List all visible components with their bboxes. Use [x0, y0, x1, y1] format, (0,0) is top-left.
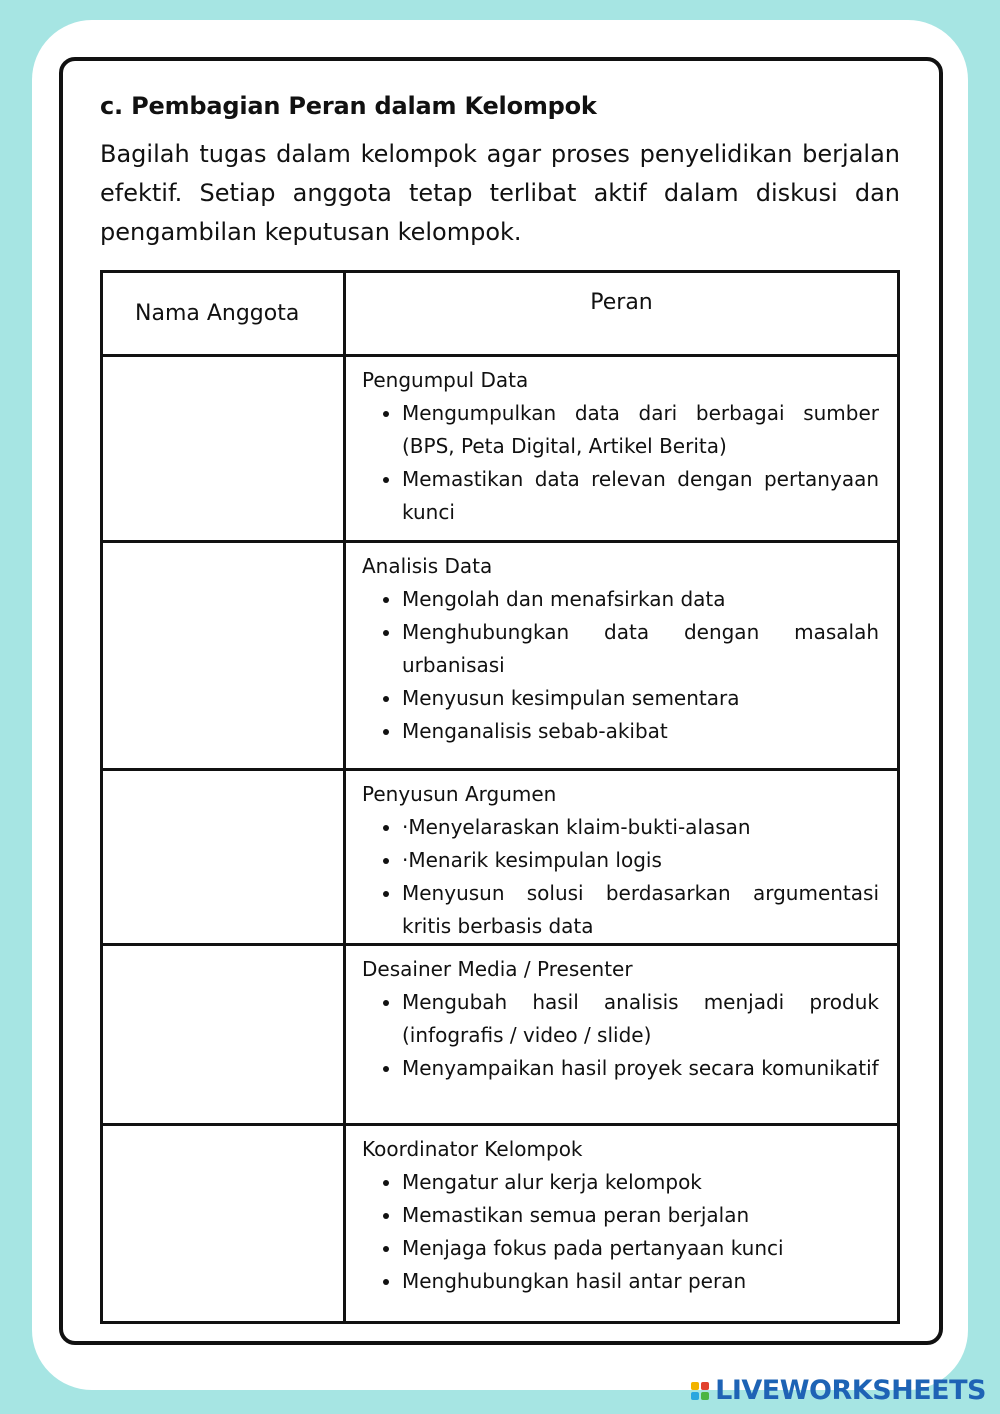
header-member-name: Nama Anggota [102, 272, 345, 356]
duty-item: • Memastikan data relevan dengan pertanyaan kunci [402, 463, 879, 529]
role-title: Penyusun Argumen [362, 782, 557, 806]
duty-item: • Menyampaikan hasil proyek secara komunikatif [402, 1052, 879, 1085]
duty-item: • ·Menyelaraskan klaim-bukti-alasan [402, 811, 879, 844]
member-name-cell[interactable] [102, 1125, 345, 1323]
section-title: c. Pembagian Peran dalam Kelompok [100, 92, 597, 120]
member-name-cell[interactable] [102, 356, 345, 542]
duty-item: • Mengatur alur kerja kelompok [402, 1166, 879, 1199]
duty-list [362, 811, 879, 943]
duty-item: • Memastikan semua peran berjalan [402, 1199, 879, 1232]
table-row [102, 945, 899, 1125]
logo-square [691, 1392, 699, 1400]
member-name-cell[interactable] [102, 945, 345, 1125]
role-cell [345, 356, 899, 542]
role-cell [345, 945, 899, 1125]
duty-list [362, 1166, 879, 1298]
duty-item: • Menyusun solusi berdasarkan argumentasi kritis berbasis data [402, 877, 879, 943]
duty-item: • Menjaga fokus pada pertanyaan kunci [402, 1232, 879, 1265]
role-title: Pengumpul Data [362, 368, 529, 392]
role-table [100, 270, 900, 1324]
role-title: Koordinator Kelompok [362, 1137, 583, 1161]
liveworksheets-logo-icon [691, 1382, 709, 1400]
role-title: Analisis Data [362, 554, 493, 578]
duty-list [362, 397, 879, 529]
logo-square [701, 1392, 709, 1400]
role-cell [345, 542, 899, 770]
role-cell [345, 770, 899, 945]
role-cell [345, 1125, 899, 1323]
table-row [102, 356, 899, 542]
logo-square [701, 1382, 709, 1390]
table-header-row [102, 272, 899, 356]
liveworksheets-logo [691, 1375, 986, 1406]
duty-item: • ·Menarik kesimpulan logis [402, 844, 879, 877]
member-name-cell[interactable] [102, 542, 345, 770]
table-row [102, 770, 899, 945]
duty-item: • Menyusun kesimpulan sementara [402, 682, 879, 715]
duty-item: • Mengumpulkan data dari berbagai sumber (BPS, Peta Digital, Artikel Berita) [402, 397, 879, 463]
header-role: Peran [345, 272, 899, 356]
duty-item: • Mengolah dan menafsirkan data [402, 583, 879, 616]
logo-text: LIVEWORKSHEETS [715, 1375, 986, 1406]
duty-list [362, 986, 879, 1085]
logo-square [691, 1382, 699, 1390]
table-row [102, 1125, 899, 1323]
duty-list [362, 583, 879, 748]
duty-item: • Menghubungkan hasil antar peran [402, 1265, 879, 1298]
member-name-cell[interactable] [102, 770, 345, 945]
duty-item: • Menganalisis sebab-akibat [402, 715, 879, 748]
duty-item: • Mengubah hasil analisis menjadi produk (infografis / video / slide) [402, 986, 879, 1052]
table-row [102, 542, 899, 770]
duty-item: • Menghubungkan data dengan masalah urbanisasi [402, 616, 879, 682]
section-intro: Bagilah tugas dalam kelompok agar proses penyelidikan berjalan efektif. Setiap anggota tetap terlibat aktif dalam diskusi dan pengambilan keputusan kelompok. [100, 140, 900, 246]
role-title: Desainer Media / Presenter [362, 957, 633, 981]
